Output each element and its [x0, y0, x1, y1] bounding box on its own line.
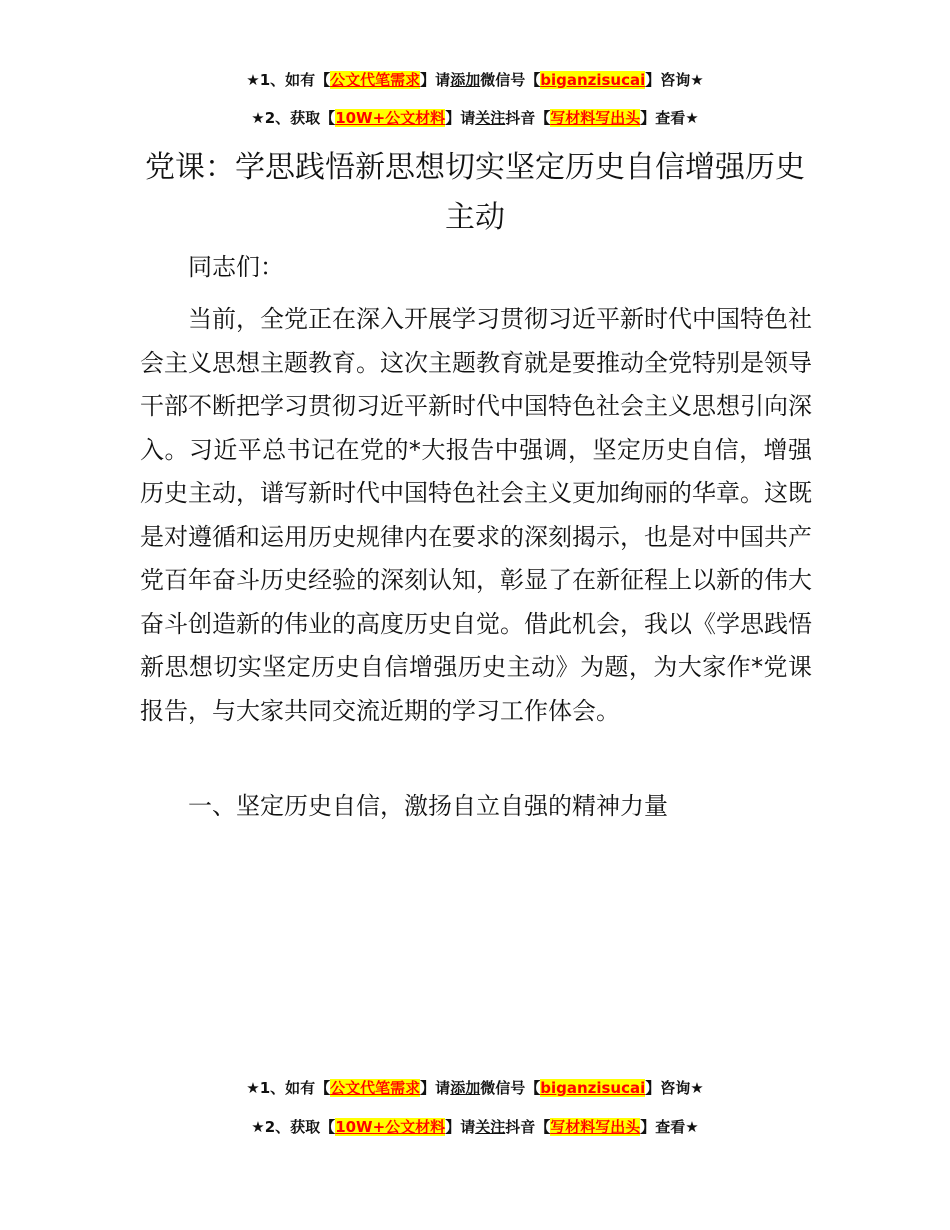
banner-prefix: ★1、如有【 [246, 1079, 331, 1097]
promo-banner-footer-line-2 [0, 1116, 950, 1137]
banner-highlight-wechat-id[interactable]: biganzisucai [540, 1079, 646, 1097]
banner-text: 】请 [445, 1118, 476, 1136]
banner-underline-follow: 关注 [475, 1118, 506, 1136]
banner-underline-add: 添加 [450, 71, 481, 89]
banner-prefix: ★2、获取【 [251, 109, 336, 127]
banner-suffix: 】咨询★ [645, 1079, 704, 1097]
banner-highlight-ghostwriting[interactable]: 公文代笔需求 [330, 1079, 421, 1097]
banner-text: 微信号【 [480, 71, 541, 89]
banner-prefix: ★2、获取【 [251, 1118, 336, 1136]
banner-highlight-ghostwriting[interactable]: 公文代笔需求 [330, 71, 421, 89]
banner-highlight-douyin-account[interactable]: 写材料写出头 [550, 109, 641, 127]
banner-text: 抖音【 [505, 109, 551, 127]
banner-underline-add: 添加 [450, 1079, 481, 1097]
banner-underline-follow: 关注 [475, 109, 506, 127]
banner-highlight-wechat-id[interactable]: biganzisucai [540, 71, 646, 89]
promo-banner-footer-line-1 [0, 1077, 950, 1098]
banner-prefix: ★1、如有【 [246, 71, 331, 89]
banner-highlight-materials[interactable]: 10W+公文材料 [335, 1118, 446, 1136]
section-heading: 一、坚定历史自信，激扬自立自强的精神力量 [188, 792, 668, 820]
banner-suffix: 】查看★ [640, 109, 699, 127]
banner-text: 】请 [445, 109, 476, 127]
body-paragraph: 当前，全党正在深入开展学习贯彻习近平新时代中国特色社会主义思想主题教育。这次主题教育就是要推动全党特别是领导干部不断把学习贯彻习近平新时代中国特色社会主义思想引向深入。习近平总书记在党的*大报告中强调，坚定历史自信，增强历史主动，谱写新时代中国特色社会主义更加绚丽的华章。这既是对遵循和运用历史规律内在要求的深刻揭示，也是对中国共产党百年奋斗历史经验的深刻认知，彰显了在新征程上以新的伟大奋斗创造新的伟业的高度历史自觉。借此机会，我以《学思践悟新思想切实坚定历史自信增强历史主动》为题，为大家作*党课报告，与大家共同交流近期的学习工作体会。 [140, 305, 812, 725]
banner-suffix: 】咨询★ [645, 71, 704, 89]
promo-banner-line-2 [0, 107, 950, 128]
document-title: 党课：学思践悟新思想切实坚定历史自信增强历史主动 [145, 150, 805, 235]
banner-highlight-douyin-account[interactable]: 写材料写出头 [550, 1118, 641, 1136]
banner-suffix: 】查看★ [640, 1118, 699, 1136]
promo-banner-line-1 [0, 69, 950, 90]
banner-text: 抖音【 [505, 1118, 551, 1136]
banner-text: 微信号【 [480, 1079, 541, 1097]
greeting: 同志们： [188, 253, 284, 281]
banner-highlight-materials[interactable]: 10W+公文材料 [335, 109, 446, 127]
banner-text: 】请 [420, 1079, 451, 1097]
banner-text: 】请 [420, 71, 451, 89]
